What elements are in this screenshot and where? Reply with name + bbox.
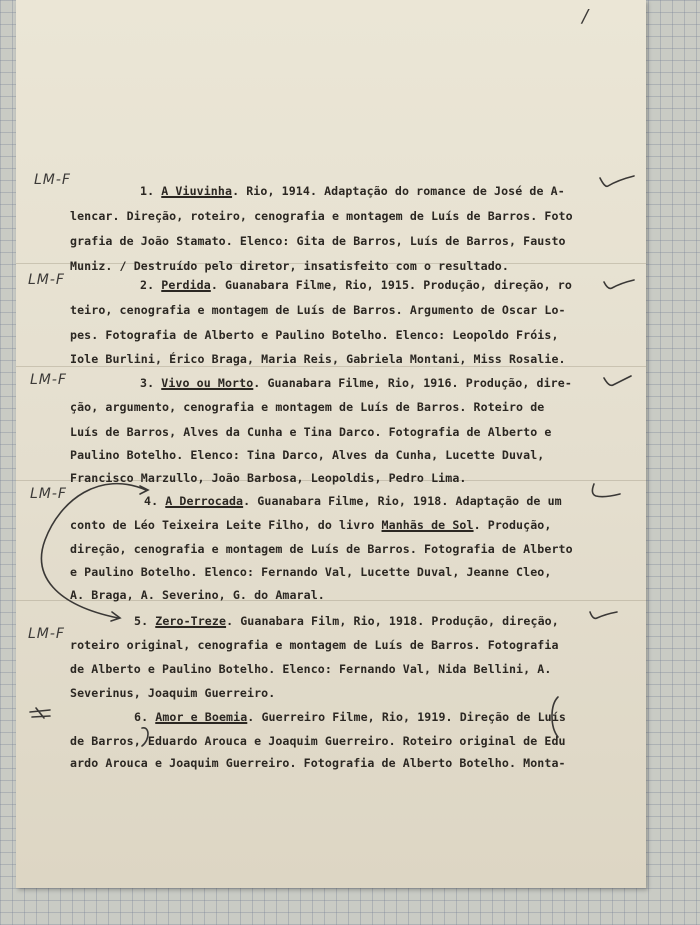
underlined-title: Amor e Boemia	[155, 710, 248, 724]
text-segment: 1.	[140, 184, 162, 198]
text-segment: 6.	[134, 710, 156, 724]
page-number: /	[582, 6, 590, 27]
text-segment: . Guanabara Filme, Rio, 1918. Adaptação de um	[243, 494, 562, 508]
check-mark-icon	[604, 280, 634, 288]
text-segment: A. Braga, A. Severino, G. do Amaral.	[70, 588, 325, 602]
text-segment: e Paulino Botelho. Elenco: Fernando Val, Lucette Duval, Jeanne Cleo,	[70, 565, 552, 579]
check-mark-icon	[592, 484, 620, 497]
text-segment: 5.	[134, 614, 156, 628]
margin-mark: LM-F	[28, 626, 65, 642]
margin-mark: LM-F	[34, 172, 71, 188]
text-segment: 2.	[140, 278, 162, 292]
move-arrow-icon	[42, 484, 146, 618]
check-mark-icon	[604, 376, 631, 385]
text-segment: lencar. Direção, roteiro, cenografia e montagem de Luís de Barros. Foto	[70, 209, 573, 223]
text-segment: Severinus, Joaquim Guerreiro.	[70, 686, 276, 700]
text-segment: Iole Burlini, Érico Braga, Maria Reis, Gabriela Montani, Miss Rosalie.	[70, 352, 566, 366]
margin-mark: LM-F	[30, 486, 67, 502]
text-segment: ardo Arouca e Joaquim Guerreiro. Fotografia de Alberto Botelho. Monta-	[70, 756, 566, 770]
text-segment: . Guanabara Filme, Rio, 1916. Produção, dire-	[253, 376, 572, 390]
underlined-title: A Viuvinha	[161, 184, 233, 198]
text-segment: de Barros, Eduardo Arouca e Joaquim Guerreiro. Roteiro original de Edu	[70, 734, 566, 748]
text-segment: . Guanabara Filme, Rio, 1915. Produção, direção, ro	[210, 278, 572, 292]
underlined-title: Manhãs de Sol	[381, 518, 474, 532]
text-segment: 4.	[144, 494, 166, 508]
text-segment: Paulino Botelho. Elenco: Tina Darco, Alves da Cunha, Lucette Duval,	[70, 448, 545, 462]
text-segment: pes. Fotografia de Alberto e Paulino Botelho. Elenco: Leopoldo Fróis,	[70, 328, 559, 342]
check-mark-icon	[600, 176, 634, 186]
margin-mark: LM-F	[30, 372, 67, 388]
underlined-title: Vivo ou Morto	[161, 376, 254, 390]
text-segment: Francisco Marzullo, João Barbosa, Leopoldis, Pedro Lima.	[70, 471, 467, 485]
text-segment: grafia de João Stamato. Elenco: Gita de Barros, Luís de Barros, Fausto	[70, 234, 566, 248]
bracket-icon	[552, 697, 558, 737]
text-segment: conto de Léo Teixeira Leite Filho, do livro	[70, 518, 382, 532]
bracket-icon	[142, 728, 148, 746]
text-segment: . Guanabara Film, Rio, 1918. Produção, direção,	[226, 614, 559, 628]
text-segment: Luís de Barros, Alves da Cunha e Tina Darco. Fotografia de Alberto e	[70, 425, 552, 439]
text-segment: 3.	[140, 376, 162, 390]
check-mark-icon	[590, 612, 617, 618]
text-segment: ção, argumento, cenografia e montagem de Luís de Barros. Roteiro de	[70, 400, 545, 414]
underlined-title: A Derrocada	[165, 494, 244, 508]
text-segment: . Rio, 1914. Adaptação do romance de José de A-	[232, 184, 565, 198]
text-segment: Muniz. / Destruído pelo diretor, insatisfeito com o resultado.	[70, 259, 509, 273]
text-segment: . Guerreiro Filme, Rio, 1919. Direção de Luís	[247, 710, 566, 724]
text-segment: direção, cenografia e montagem de Luís de Barros. Fotografia de Alberto	[70, 542, 573, 556]
margin-mark: LM-F	[28, 272, 65, 288]
text-segment: . Produção,	[473, 518, 552, 532]
underlined-title: Perdida	[161, 278, 211, 292]
text-segment: teiro, cenografia e montagem de Luís de Barros. Argumento de Oscar Lo-	[70, 303, 566, 317]
strike-mark-icon	[30, 708, 50, 718]
text-segment: roteiro original, cenografia e montagem de Luís de Barros. Fotografia	[70, 638, 559, 652]
text-segment: de Alberto e Paulino Botelho. Elenco: Fernando Val, Nida Bellini, A.	[70, 662, 552, 676]
underlined-title: Zero-Treze	[155, 614, 227, 628]
